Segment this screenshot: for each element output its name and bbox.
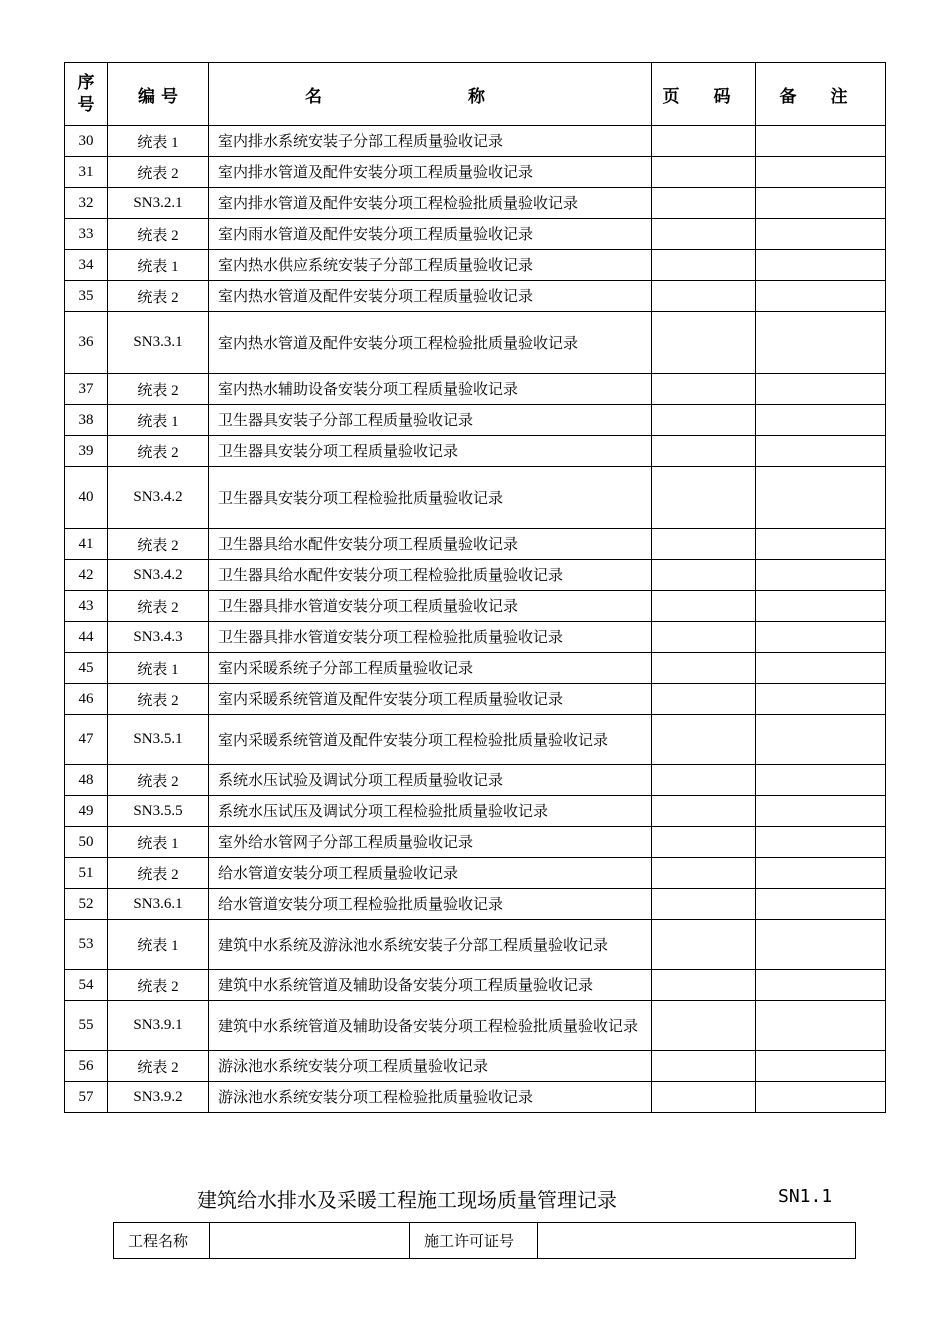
row-seq-cell: 36 xyxy=(65,312,108,374)
row-name-cell: 建筑中水系统及游泳池水系统安装子分部工程质量验收记录 xyxy=(209,920,652,970)
row-remark-cell[interactable] xyxy=(756,281,886,312)
row-page-cell[interactable] xyxy=(652,281,756,312)
project-info-row xyxy=(114,1223,856,1259)
row-seq-cell: 53 xyxy=(65,920,108,970)
table-row xyxy=(65,1082,886,1113)
row-code-cell: 统表 2 xyxy=(108,765,209,796)
row-page-cell[interactable] xyxy=(652,920,756,970)
row-code-cell: SN3.3.1 xyxy=(108,312,209,374)
header-remark: 备 注 xyxy=(756,63,886,126)
row-code-cell: 统表 1 xyxy=(108,126,209,157)
row-code-cell: 统表 2 xyxy=(108,970,209,1001)
row-code-cell: 统表 2 xyxy=(108,374,209,405)
row-seq-cell: 56 xyxy=(65,1051,108,1082)
row-page-cell[interactable] xyxy=(652,1082,756,1113)
row-seq-cell: 42 xyxy=(65,560,108,591)
row-code-cell: 统表 1 xyxy=(108,405,209,436)
row-page-cell[interactable] xyxy=(652,312,756,374)
row-seq-cell: 45 xyxy=(65,653,108,684)
table-row xyxy=(65,970,886,1001)
row-remark-cell[interactable] xyxy=(756,970,886,1001)
table-row xyxy=(65,765,886,796)
row-code-cell: 统表 1 xyxy=(108,653,209,684)
row-page-cell[interactable] xyxy=(652,715,756,765)
row-name-cell: 卫生器具给水配件安装分项工程检验批质量验收记录 xyxy=(209,560,652,591)
table-row xyxy=(65,467,886,529)
row-code-cell: SN3.6.1 xyxy=(108,889,209,920)
row-name-cell: 室内采暖系统管道及配件安装分项工程检验批质量验收记录 xyxy=(209,715,652,765)
row-remark-cell[interactable] xyxy=(756,1051,886,1082)
row-remark-cell[interactable] xyxy=(756,765,886,796)
row-remark-cell[interactable] xyxy=(756,858,886,889)
header-name: 名 称 xyxy=(209,63,652,126)
row-seq-cell: 43 xyxy=(65,591,108,622)
row-remark-cell[interactable] xyxy=(756,436,886,467)
table-row xyxy=(65,684,886,715)
row-seq-cell: 52 xyxy=(65,889,108,920)
row-name-cell: 室内排水系统安装子分部工程质量验收记录 xyxy=(209,126,652,157)
row-remark-cell[interactable] xyxy=(756,188,886,219)
row-code-cell: 统表 2 xyxy=(108,219,209,250)
row-seq-cell: 47 xyxy=(65,715,108,765)
row-code-cell: 统表 2 xyxy=(108,591,209,622)
row-name-cell: 系统水压试压及调试分项工程检验批质量验收记录 xyxy=(209,796,652,827)
row-remark-cell[interactable] xyxy=(756,889,886,920)
row-seq-cell: 57 xyxy=(65,1082,108,1113)
row-page-cell[interactable] xyxy=(652,796,756,827)
row-name-cell: 卫生器具安装分项工程检验批质量验收记录 xyxy=(209,467,652,529)
table-row xyxy=(65,889,886,920)
row-name-cell: 卫生器具安装子分部工程质量验收记录 xyxy=(209,405,652,436)
row-remark-cell[interactable] xyxy=(756,250,886,281)
row-code-cell: 统表 1 xyxy=(108,250,209,281)
table-row xyxy=(65,827,886,858)
row-code-cell: SN3.4.3 xyxy=(108,622,209,653)
table-row xyxy=(65,219,886,250)
row-page-cell[interactable] xyxy=(652,374,756,405)
row-seq-cell: 40 xyxy=(65,467,108,529)
row-name-cell: 室内热水辅助设备安装分项工程质量验收记录 xyxy=(209,374,652,405)
row-remark-cell[interactable] xyxy=(756,653,886,684)
row-remark-cell[interactable] xyxy=(756,126,886,157)
row-seq-cell: 50 xyxy=(65,827,108,858)
row-remark-cell[interactable] xyxy=(756,827,886,858)
row-page-cell[interactable] xyxy=(652,529,756,560)
row-page-cell[interactable] xyxy=(652,889,756,920)
table-row xyxy=(65,436,886,467)
row-code-cell: 统表 2 xyxy=(108,684,209,715)
row-page-cell[interactable] xyxy=(652,560,756,591)
row-seq-cell: 34 xyxy=(65,250,108,281)
row-name-cell: 室内排水管道及配件安装分项工程质量验收记录 xyxy=(209,157,652,188)
row-name-cell: 室内热水管道及配件安装分项工程检验批质量验收记录 xyxy=(209,312,652,374)
table-row xyxy=(65,796,886,827)
row-name-cell: 给水管道安装分项工程质量验收记录 xyxy=(209,858,652,889)
table-row xyxy=(65,126,886,157)
row-seq-cell: 46 xyxy=(65,684,108,715)
row-page-cell[interactable] xyxy=(652,157,756,188)
row-seq-cell: 38 xyxy=(65,405,108,436)
row-name-cell: 游泳池水系统安装分项工程检验批质量验收记录 xyxy=(209,1082,652,1113)
table-row xyxy=(65,188,886,219)
row-name-cell: 卫生器具给水配件安装分项工程质量验收记录 xyxy=(209,529,652,560)
row-remark-cell[interactable] xyxy=(756,529,886,560)
row-seq-cell: 51 xyxy=(65,858,108,889)
row-code-cell: SN3.5.5 xyxy=(108,796,209,827)
row-seq-cell: 55 xyxy=(65,1001,108,1051)
project-name-field[interactable] xyxy=(210,1223,410,1259)
row-remark-cell[interactable] xyxy=(756,312,886,374)
table-row xyxy=(65,715,886,765)
table-row xyxy=(65,591,886,622)
table-row xyxy=(65,281,886,312)
row-code-cell: 统表 2 xyxy=(108,281,209,312)
table-row xyxy=(65,529,886,560)
row-remark-cell[interactable] xyxy=(756,684,886,715)
row-page-cell[interactable] xyxy=(652,467,756,529)
row-remark-cell[interactable] xyxy=(756,715,886,765)
row-code-cell: 统表 2 xyxy=(108,436,209,467)
row-remark-cell[interactable] xyxy=(756,560,886,591)
row-seq-cell: 54 xyxy=(65,970,108,1001)
table-body xyxy=(65,126,886,1113)
row-page-cell[interactable] xyxy=(652,250,756,281)
row-code-cell: SN3.5.1 xyxy=(108,715,209,765)
row-seq-cell: 37 xyxy=(65,374,108,405)
table-row xyxy=(65,1051,886,1082)
row-remark-cell[interactable] xyxy=(756,796,886,827)
row-page-cell[interactable] xyxy=(652,970,756,1001)
permit-number-field[interactable] xyxy=(538,1223,856,1259)
row-seq-cell: 48 xyxy=(65,765,108,796)
table-row xyxy=(65,858,886,889)
row-page-cell[interactable] xyxy=(652,622,756,653)
project-info-table xyxy=(113,1222,856,1259)
table-row xyxy=(65,374,886,405)
table-row xyxy=(65,1001,886,1051)
row-code-cell: SN3.2.1 xyxy=(108,188,209,219)
header-seq xyxy=(65,63,108,126)
row-seq-cell: 31 xyxy=(65,157,108,188)
form-code: SN1.1 xyxy=(778,1186,833,1207)
row-code-cell: 统表 1 xyxy=(108,920,209,970)
row-code-cell: SN3.9.2 xyxy=(108,1082,209,1113)
row-code-cell: SN3.9.1 xyxy=(108,1001,209,1051)
header-page: 页 码 xyxy=(652,63,756,126)
table-row xyxy=(65,920,886,970)
row-page-cell[interactable] xyxy=(652,765,756,796)
row-remark-cell[interactable] xyxy=(756,374,886,405)
row-name-cell: 室外给水管网子分部工程质量验收记录 xyxy=(209,827,652,858)
row-seq-cell: 44 xyxy=(65,622,108,653)
row-remark-cell[interactable] xyxy=(756,467,886,529)
row-name-cell: 系统水压试验及调试分项工程质量验收记录 xyxy=(209,765,652,796)
row-name-cell: 建筑中水系统管道及辅助设备安装分项工程质量验收记录 xyxy=(209,970,652,1001)
row-seq-cell: 41 xyxy=(65,529,108,560)
row-code-cell: 统表 1 xyxy=(108,827,209,858)
row-name-cell: 室内采暖系统管道及配件安装分项工程质量验收记录 xyxy=(209,684,652,715)
table-row xyxy=(65,622,886,653)
row-seq-cell: 32 xyxy=(65,188,108,219)
table-header-row xyxy=(65,63,886,126)
form-title: 建筑给水排水及采暖工程施工现场质量管理记录 xyxy=(197,1188,617,1212)
row-name-cell: 室内雨水管道及配件安装分项工程质量验收记录 xyxy=(209,219,652,250)
row-seq-cell: 39 xyxy=(65,436,108,467)
row-remark-cell[interactable] xyxy=(756,622,886,653)
row-code-cell: 统表 2 xyxy=(108,529,209,560)
row-seq-cell: 30 xyxy=(65,126,108,157)
row-page-cell[interactable] xyxy=(652,188,756,219)
row-remark-cell[interactable] xyxy=(756,1001,886,1051)
row-page-cell[interactable] xyxy=(652,858,756,889)
row-name-cell: 卫生器具安装分项工程质量验收记录 xyxy=(209,436,652,467)
header-seq-line1: 序 xyxy=(77,73,95,93)
table-row xyxy=(65,312,886,374)
row-page-cell[interactable] xyxy=(652,436,756,467)
table-row xyxy=(65,653,886,684)
row-remark-cell[interactable] xyxy=(756,591,886,622)
row-page-cell[interactable] xyxy=(652,684,756,715)
row-remark-cell[interactable] xyxy=(756,405,886,436)
row-code-cell: SN3.4.2 xyxy=(108,467,209,529)
row-name-cell: 卫生器具排水管道安装分项工程检验批质量验收记录 xyxy=(209,622,652,653)
table-row xyxy=(65,157,886,188)
row-name-cell: 室内排水管道及配件安装分项工程检验批质量验收记录 xyxy=(209,188,652,219)
row-remark-cell[interactable] xyxy=(756,920,886,970)
row-name-cell: 游泳池水系统安装分项工程质量验收记录 xyxy=(209,1051,652,1082)
row-remark-cell[interactable] xyxy=(756,157,886,188)
table-row xyxy=(65,250,886,281)
row-page-cell[interactable] xyxy=(652,591,756,622)
row-code-cell: 统表 2 xyxy=(108,1051,209,1082)
row-remark-cell[interactable] xyxy=(756,219,886,250)
row-name-cell: 室内热水供应系统安装子分部工程质量验收记录 xyxy=(209,250,652,281)
row-page-cell[interactable] xyxy=(652,126,756,157)
row-name-cell: 给水管道安装分项工程检验批质量验收记录 xyxy=(209,889,652,920)
row-seq-cell: 33 xyxy=(65,219,108,250)
row-name-cell: 卫生器具排水管道安装分项工程质量验收记录 xyxy=(209,591,652,622)
row-code-cell: 统表 2 xyxy=(108,157,209,188)
row-name-cell: 室内采暖系统子分部工程质量验收记录 xyxy=(209,653,652,684)
permit-number-label: 施工许可证号 xyxy=(410,1223,538,1259)
row-page-cell[interactable] xyxy=(652,405,756,436)
row-page-cell[interactable] xyxy=(652,653,756,684)
header-seq-line2: 号 xyxy=(77,95,95,115)
table-row xyxy=(65,405,886,436)
row-seq-cell: 49 xyxy=(65,796,108,827)
index-table xyxy=(64,62,886,1113)
row-page-cell[interactable] xyxy=(652,1051,756,1082)
project-name-label: 工程名称 xyxy=(114,1223,210,1259)
row-page-cell[interactable] xyxy=(652,1001,756,1051)
row-remark-cell[interactable] xyxy=(756,1082,886,1113)
header-code: 编 号 xyxy=(108,63,209,126)
table-row xyxy=(65,560,886,591)
row-name-cell: 建筑中水系统管道及辅助设备安装分项工程检验批质量验收记录 xyxy=(209,1001,652,1051)
row-page-cell[interactable] xyxy=(652,219,756,250)
row-page-cell[interactable] xyxy=(652,827,756,858)
row-seq-cell: 35 xyxy=(65,281,108,312)
row-name-cell: 室内热水管道及配件安装分项工程质量验收记录 xyxy=(209,281,652,312)
row-code-cell: SN3.4.2 xyxy=(108,560,209,591)
row-code-cell: 统表 2 xyxy=(108,858,209,889)
